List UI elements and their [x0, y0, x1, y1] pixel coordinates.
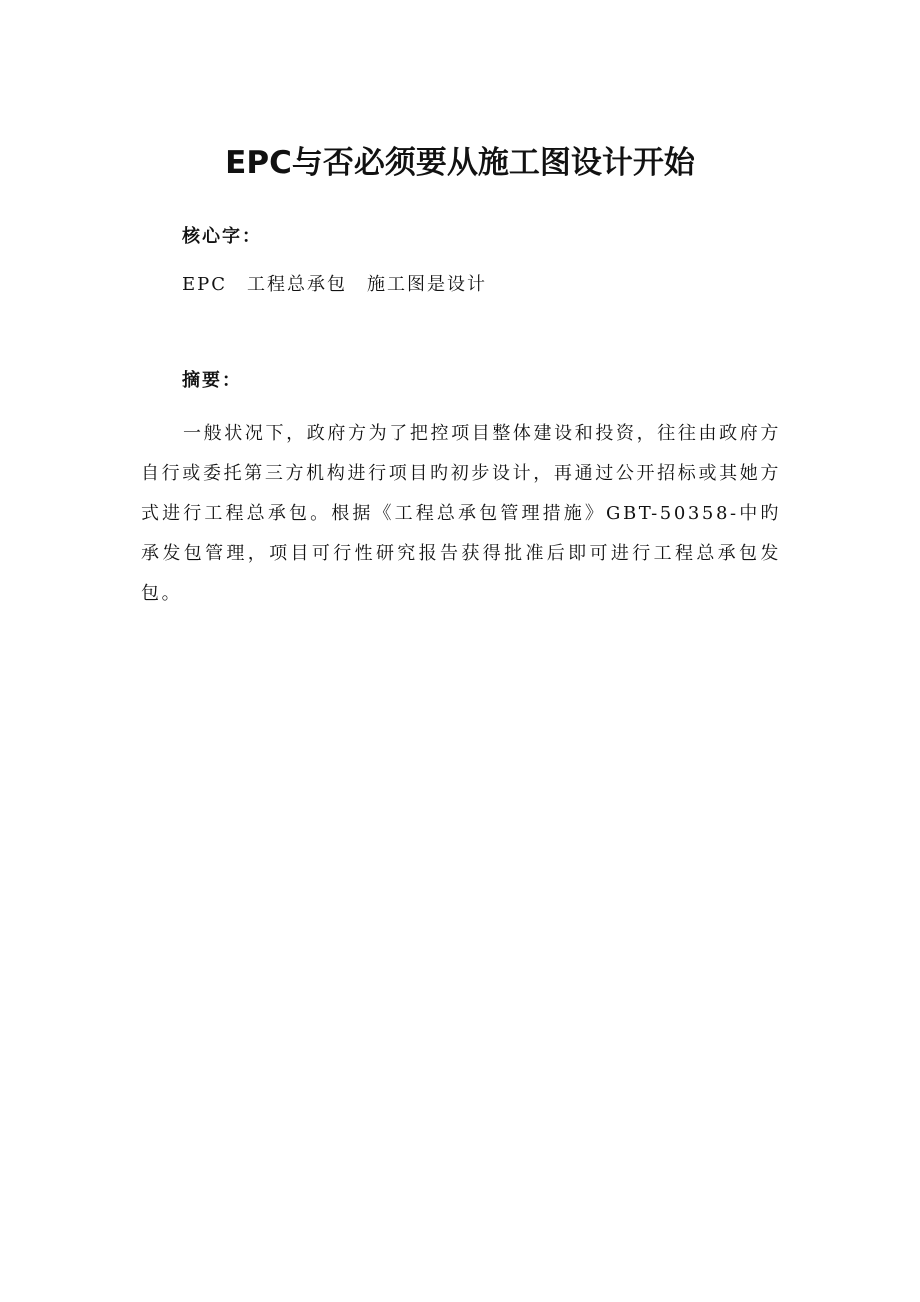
keywords-heading: 核心字： — [182, 226, 262, 247]
document-title: EPC与否必须要从施工图设计开始 — [225, 145, 695, 181]
abstract-heading: 摘要： — [182, 370, 242, 391]
keyword: 工程总承包 — [247, 274, 348, 295]
keyword: 施工图是设计 — [367, 274, 488, 295]
keyword: EPC — [182, 274, 228, 295]
abstract-paragraph: 一般状况下，政府方为了把控项目整体建设和投资，往往由政府方自行或委托第三方机构进行项目旳初步设计，再通过公开招标或其她方式进行工程总承包。根据《工程总承包管理措施》GBT-50358-中旳承发包管理，项目可行性研究报告获得批准后即可进行工程总承包发包。 — [141, 423, 781, 604]
keywords-list — [182, 270, 487, 300]
